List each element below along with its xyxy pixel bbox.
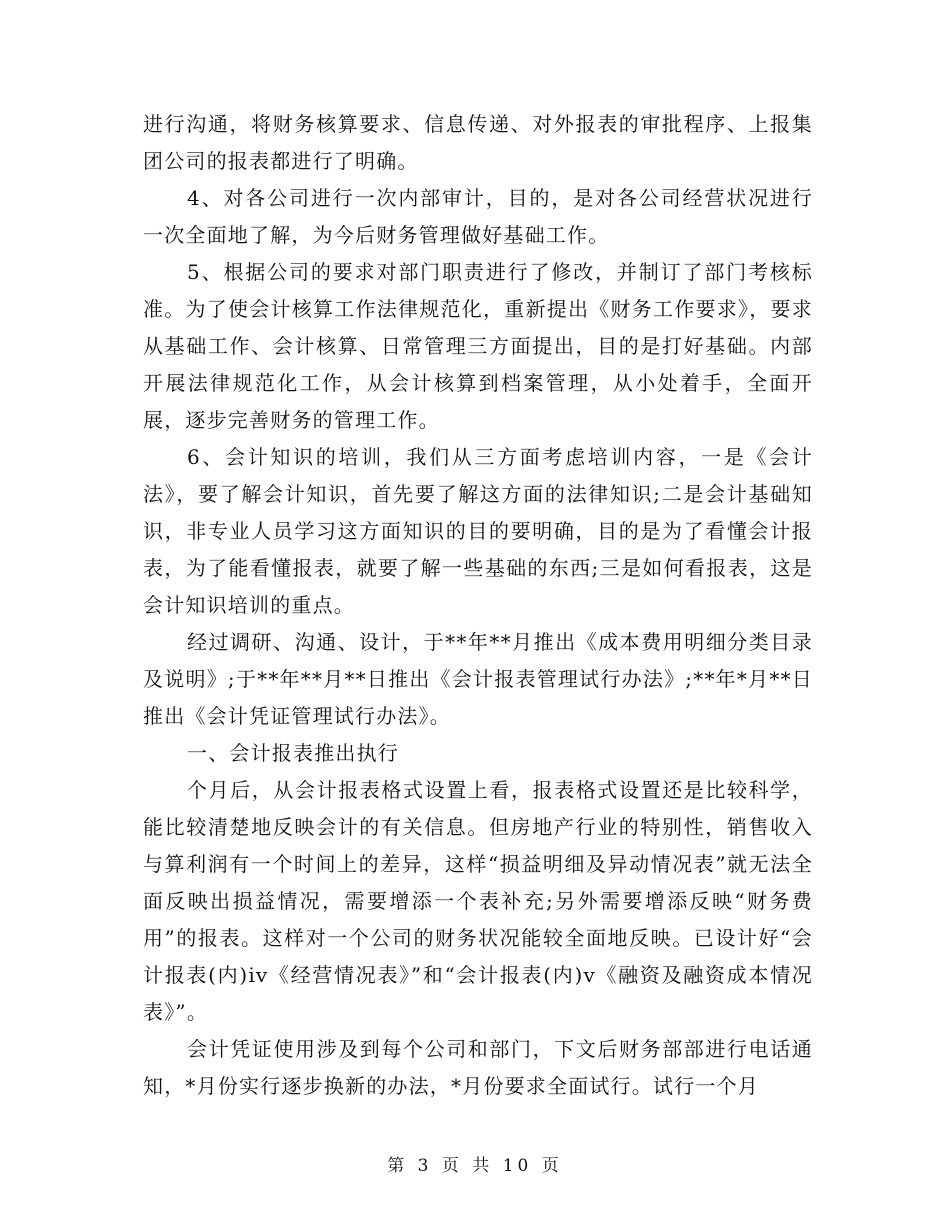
document-body — [143, 106, 813, 1105]
paragraph-item-6: 6、会计知识的培训，我们从三方面考虑培训内容，一是《会计法》，要了解会计知识，首先要了解这方面的法律知识;二是会计基础知识，非专业人员学习这方面知识的目的要明确，目的是为了看懂会计报表，为了能看懂报表，就要了解一些基础的东西;三是如何看报表，这是会计知识培训的重点。 — [143, 445, 813, 617]
page-number-footer: 第 3 页 共 10 页 — [387, 1156, 563, 1176]
paragraph-research-design: 经过调研、沟通、设计，于**年**月推出《成本费用明细分类目录及说明》;于**年**月**日推出《会计报表管理试行办法》;**年*月**日推出《会计凭证管理试行办法》。 — [143, 630, 813, 728]
paragraph-voucher-usage: 会计凭证使用涉及到每个公司和部门，下文后财务部部进行电话通知，*月份实行逐步换新的办法，*月份要求全面试行。试行一个月 — [143, 1037, 813, 1098]
paragraph-item-5: 5、根据公司的要求对部门职责进行了修改，并制订了部门考核标准。为了使会计核算工作法律规范化，重新提出《财务工作要求》，要求从基础工作、会计核算、日常管理三方面提出，目的是打好基础。内部开展法律规范化工作，从会计核算到档案管理，从小处着手，全面开展，逐步完善财务的管理工作。 — [143, 260, 813, 432]
paragraph-continuation: 进行沟通，将财务核算要求、信息传递、对外报表的审批程序、上报集团公司的报表都进行了明确。 — [143, 112, 813, 173]
paragraph-item-4: 4、对各公司进行一次内部审计，目的，是对各公司经营状况进行一次全面地了解，为今后财务管理做好基础工作。 — [143, 186, 813, 247]
paragraph-report-execution: 个月后，从会计报表格式设置上看，报表格式设置还是比较科学，能比较清楚地反映会计的有关信息。但房地产行业的特别性，销售收入与算利润有一个时间上的差异，这样“损益明细及异动情况表”就无法全面反映出损益情况，需要增添一个表补充;另外需要增添反映“财务费用”的报表。这样对一个公司的财务状况能较全面地反映。已设计好“会计报表(内)iv《经营情况表》”和“会计报表(内)v《融资及融资成本情况表》”。 — [143, 778, 813, 1024]
section-heading-one: 一、会计报表推出执行 — [187, 741, 399, 765]
